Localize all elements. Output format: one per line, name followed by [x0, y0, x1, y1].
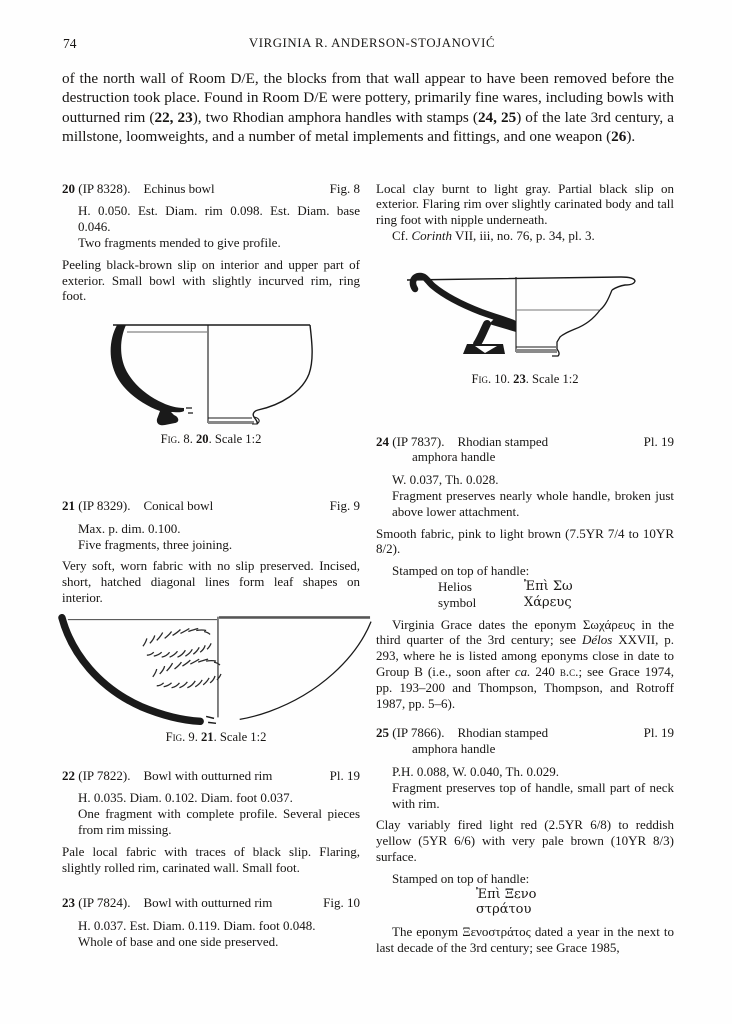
left-column — [62, 181, 360, 956]
entry-21-heading — [62, 498, 360, 514]
entry-20-number: 20 — [62, 180, 75, 196]
figure-9 — [58, 614, 374, 746]
entry-23-inventory-id: (IP 7824). — [78, 895, 131, 911]
entry-22-title-group — [62, 768, 272, 784]
entry-24-plate-ref: Pl. 19 — [643, 433, 674, 449]
stamp-greek-text: Ἐπὶ Σω — [524, 578, 573, 594]
entry-24-stamp-line-1 — [376, 579, 674, 595]
page-header — [62, 34, 674, 52]
incised-leaf-motif — [143, 628, 211, 657]
entry-21-condition: Five fragments, three joining. — [78, 536, 233, 552]
entry-20-heading — [62, 181, 360, 197]
catalog-entry-20 — [62, 181, 360, 305]
entry-22-heading — [62, 768, 360, 784]
entry-21-number: 21 — [62, 498, 75, 513]
figure-8-caption: Fig. 8. 20. Scale 1:2 — [160, 432, 262, 447]
catalog-entry-21 — [62, 498, 360, 606]
entry-21-figure-ref: Fig. 9 — [329, 498, 360, 513]
entry-22-inventory-id: (IP 7822). — [78, 767, 131, 783]
figure-10 — [376, 268, 674, 388]
entry-24-stamp-label: Stamped on top of handle: — [392, 563, 530, 579]
entry-23-condition: Whole of base and one side preserved. — [78, 933, 279, 949]
entry-20-figure-ref: Fig. 8 — [329, 180, 360, 196]
stamp-device-label: symbol — [438, 594, 477, 610]
entry-20-dimensions: H. 0.050. Est. Diam. rim 0.098. Est. Diam. base 0.046. — [78, 203, 360, 235]
entry-24-title-group — [376, 434, 548, 450]
entry-25-plate-ref: Pl. 19 — [643, 725, 674, 741]
entry-25-stamp-line-2 — [376, 902, 674, 918]
entry-20-title: Echinus bowl — [143, 180, 215, 196]
entry-25-stamp-line-1 — [376, 887, 674, 903]
entry-23-number: 23 — [62, 895, 75, 911]
entry-23-figure-ref: Fig. 10 — [323, 895, 360, 911]
entry-24-title-line1: Rhodian stamped — [457, 433, 549, 449]
entry-22-description: Pale local fabric with traces of black slip. Flaring, slightly rolled rim, carinated wall. Small foot. — [62, 843, 360, 875]
entry-24-inventory-id: (IP 7837). — [392, 433, 445, 449]
entry-22-plate-ref: Pl. 19 — [329, 767, 360, 783]
entry-25-heading — [376, 725, 674, 741]
entry-21-title-group — [62, 498, 213, 514]
catalog-entry-22 — [62, 768, 360, 876]
entry-23-heading — [62, 895, 360, 911]
entry-22-dimensions: H. 0.035. Diam. 0.102. Diam. foot 0.037. — [78, 790, 293, 806]
figure-10-caption: Fig. 10. 23. Scale 1:2 — [471, 371, 579, 386]
entry-24-commentary: Virginia Grace dates the eponym Σωχάρευς in the third quarter of the 3rd century; see Délos XXVII, p. 293, where he is listed among eponyms close in date to Group B (i.e., soon after ca. 240 b.c.; see Grace 1974, pp. 193–200 and Thompson, Thompson, and Rotroff 1987, pp. 5–6). — [376, 616, 674, 711]
entry-20-description: Peeling black-brown slip on interior and upper part of exterior. Small bowl with slightly incurved rim, ring foot. — [62, 256, 360, 304]
stamp-greek-text: Χάρευς — [524, 594, 572, 610]
entry-24-stamp-line-2 — [376, 595, 674, 611]
entry-25-commentary: The eponym Ξενοστράτος dated a year in the next to last decade of the 3rd century; see Grace 1985, — [376, 924, 674, 955]
entry-21-inventory-id: (IP 8329). — [78, 498, 131, 513]
entry-25-title-line1: Rhodian stamped — [457, 725, 549, 741]
catalog-entry-23-continued — [376, 181, 674, 244]
entry-23-dimensions: H. 0.037. Est. Diam. 0.119. Diam. foot 0.048. — [78, 918, 316, 934]
entry-21-description: Very soft, worn fabric with no slip preserved. Incised, short, hatched diagonal lines form leaf shapes on interior. — [62, 558, 360, 605]
running-head: VIRGINIA R. ANDERSON-STOJANOVIĆ — [248, 36, 496, 50]
catalog-entry-23 — [62, 895, 360, 949]
entry-25-condition: Fragment preserves top of handle, small part of neck with rim. — [392, 779, 674, 811]
entry-25-title-group — [376, 725, 548, 741]
catalog-entry-25 — [376, 725, 674, 955]
entry-23-comparandum: Cf. Corinth VII, iii, no. 76, p. 34, pl. 3. — [392, 228, 595, 244]
entry-25-inventory-id: (IP 7866). — [392, 725, 445, 741]
entry-20-inventory-id: (IP 8328). — [78, 180, 131, 196]
entry-24-heading — [376, 434, 674, 450]
page-number: 74 — [63, 36, 77, 51]
entry-21-dimensions: Max. p. dim. 0.100. — [78, 520, 181, 536]
stamp-greek-text: στράτου — [476, 902, 532, 918]
entry-24-dimensions: W. 0.037, Th. 0.028. — [392, 472, 499, 488]
entry-23-title: Bowl with outturned rim — [143, 895, 273, 911]
entry-24-number: 24 — [376, 433, 389, 449]
entry-20-title-group — [62, 181, 215, 197]
figure-10-outturned-rim-bowl-drawing — [405, 268, 645, 368]
entry-25-dimensions: P.H. 0.088, W. 0.040, Th. 0.029. — [392, 763, 559, 779]
two-column-body — [62, 181, 674, 956]
figure-9-caption: Fig. 9. 21. Scale 1:2 — [165, 729, 267, 744]
entry-21-title: Conical bowl — [143, 498, 214, 513]
figure-8 — [62, 322, 360, 448]
entry-23-description: Local clay burnt to light gray. Partial black slip on exterior. Flaring rim over slightly carinated body and tall ring foot with nipple underneath. — [376, 180, 674, 228]
entry-25-stamp-label: Stamped on top of handle: — [392, 870, 530, 886]
figure-9-conical-bowl-drawing — [58, 614, 374, 726]
intro-paragraph: of the north wall of Room D/E, the blocks from that wall appear to have been removed before the destruction took place. Found in Room D/E were pottery, primarily fine wares, including bowls with outturned rim (22, 23), two Rhodian amphora handles with stamps (24, 25) of the late 3rd century, a millstone, loomweights, and a number of metal implements and fittings, and one weapon (26). — [62, 70, 675, 146]
right-column — [376, 181, 674, 956]
entry-25-number: 25 — [376, 725, 389, 741]
entry-25-title-line2: amphora handle — [412, 741, 496, 757]
entry-24-title-line2: amphora handle — [412, 449, 496, 465]
figure-8-bowl-profile-drawing — [105, 322, 317, 428]
entry-22-title: Bowl with outturned rim — [143, 767, 273, 783]
entry-23-title-group — [62, 895, 272, 911]
stamp-device-label: Helios — [438, 578, 472, 594]
entry-22-number: 22 — [62, 767, 75, 783]
entry-22-condition: One fragment with complete profile. Several pieces from rim missing. — [78, 806, 360, 837]
entry-25-fabric: Clay variably fired light red (2.5YR 6/8) to reddish yellow (5YR 6/6) with very pale brown (10YR 8/3) surface. — [376, 817, 674, 864]
stamp-greek-text: Ἐπὶ Ξενο — [476, 886, 537, 902]
entry-20-condition: Two fragments mended to give profile. — [78, 235, 281, 251]
entry-24-condition: Fragment preserves nearly whole handle, broken just above lower attachment. — [392, 488, 674, 519]
entry-24-fabric: Smooth fabric, pink to light brown (7.5YR 7/4 to 10YR 8/2). — [376, 525, 674, 557]
catalog-entry-24 — [376, 434, 674, 712]
